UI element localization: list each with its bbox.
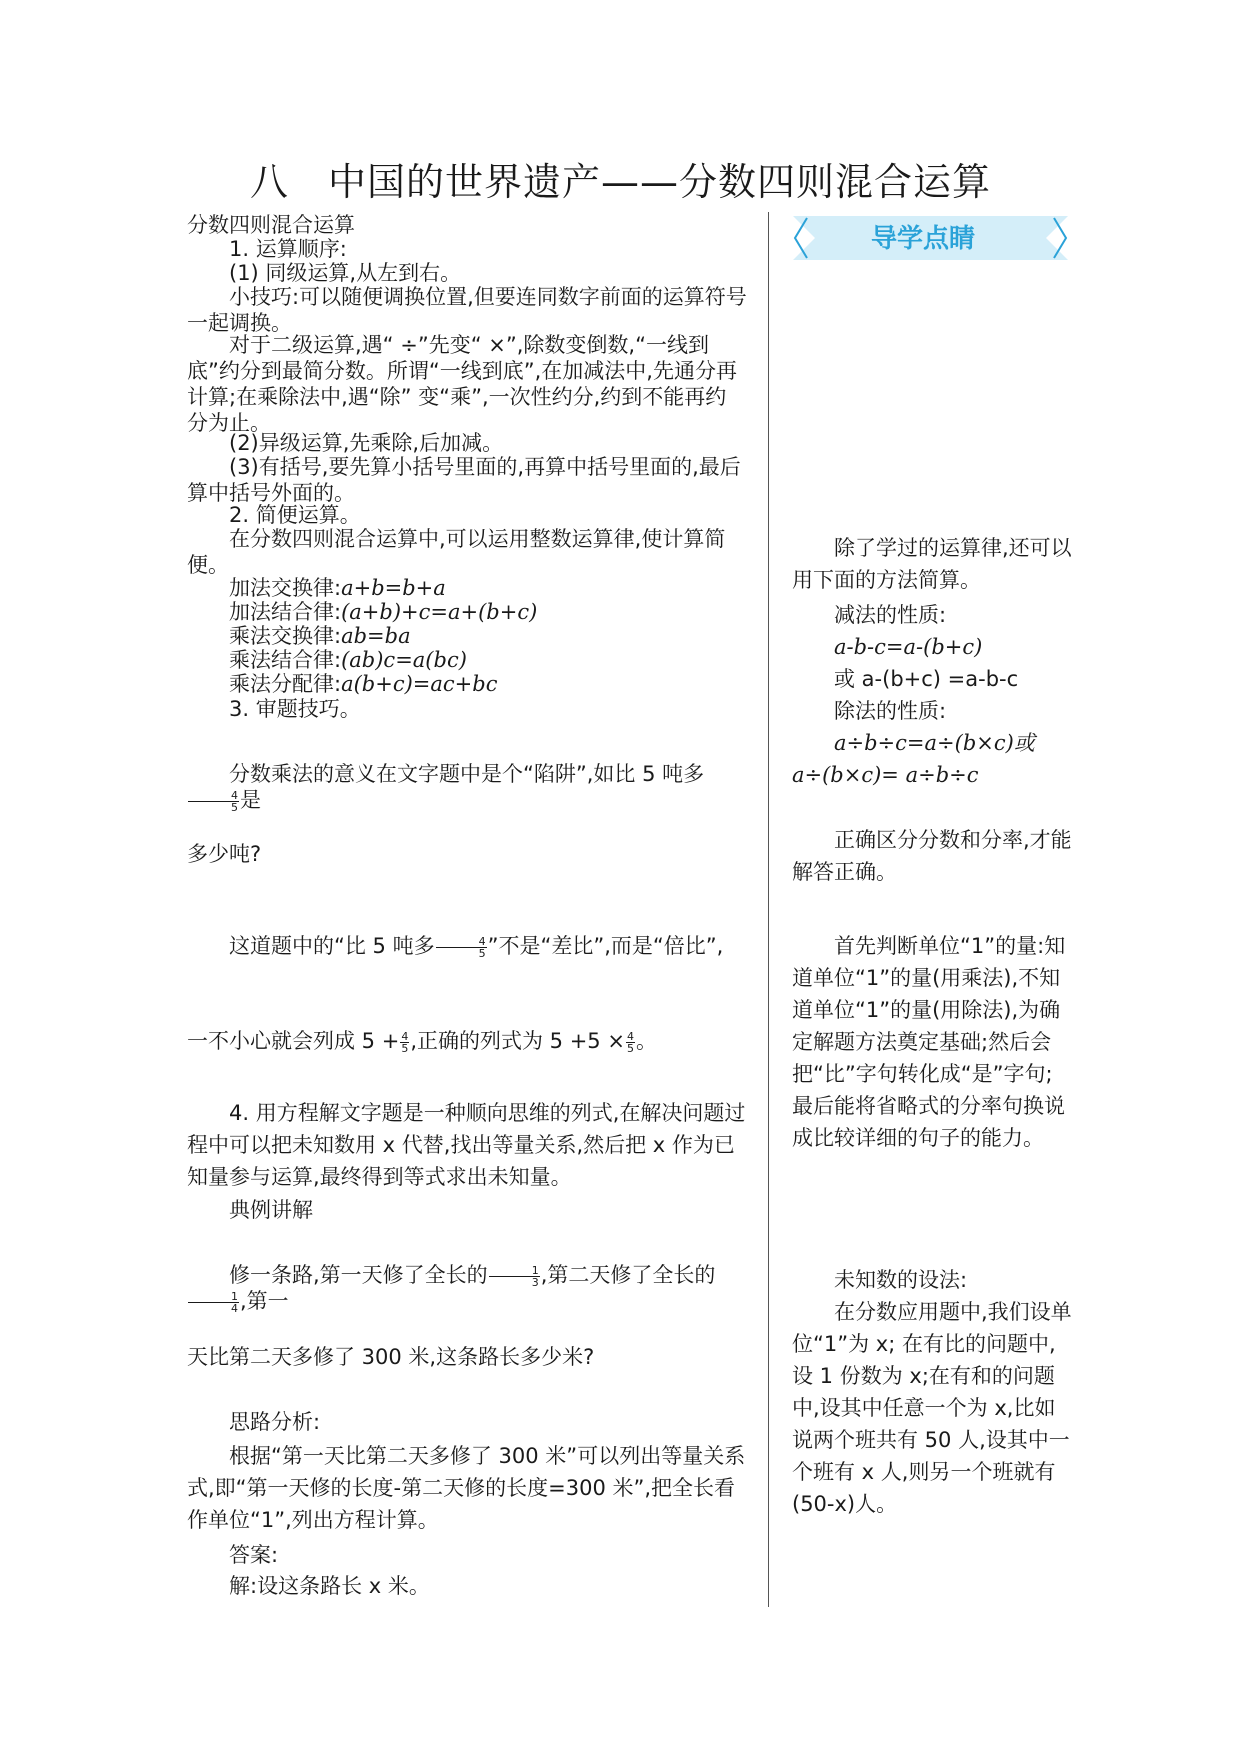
law-distributive: 乘法分配律:a(b+c)=ac+bc <box>229 672 498 696</box>
example-problem-end: 天比第二天多修了 300 米,这条路长多少米? <box>187 1345 595 1369</box>
trap-text-end: 多少吨? <box>187 842 262 866</box>
law-add-commutative: 加法交换律:a+b=b+a <box>229 576 446 600</box>
section-heading: 分数四则混合运算 <box>187 213 355 237</box>
fraction-four-fifths: $\frac{4}{5}$ <box>626 1029 634 1055</box>
answer-title: 答案: <box>229 1543 279 1567</box>
wrong-formula-text: 一不小心就会列成 5 + $\frac{4}{5}$ ,正确的列式为 5 +5 × $\frac{4}{5}$ 。 <box>187 1029 657 1055</box>
mixed-level-rule: (2)异级运算,先乘除,后加减。 <box>229 431 504 455</box>
order-title: 1. 运算顺序: <box>229 237 347 261</box>
equation-text: 4. 用方程解文字题是一种顺向思维的列式,在解决问题过程中可以把未知数用 x 代替,找出等量关系,然后把 x 作为已知量参与运算,最终得到等式求出未知量。 <box>187 1101 746 1189</box>
unit-note: 首先判断单位“1”的量:知道单位“1”的量(用乘法),不知道单位“1”的量(用除法),为确定解题方法奠定基础;然后会把“比”字句转化成“是”字句;最后能将省略式的分率句换说成比较详细的句子的能力。 <box>792 934 1066 1150</box>
review-title: 3. 审题技巧。 <box>229 697 361 721</box>
analysis-title: 思路分析: <box>229 1410 321 1434</box>
fraction-four-fifths: $\frac{4}{5}$ <box>436 936 487 959</box>
trap-text: 分数乘法的意义在文字题中是个“陷阱”,如比 5 吨多 $\frac{4}{5}$ 是 <box>187 761 747 813</box>
unknown-text: 在分数应用题中,我们设单位“1”为 x; 在有比的问题中,设 1 份数为 x;在有和的问题中,设其中任意一个为 x,比如说两个班共有 50 人,设其中一个班有 x 人,则另一个班就有(50-x)人。 <box>792 1300 1072 1516</box>
analysis-text: 根据“第一天比第二天多修了 300 米”可以列出等量关系式,即“第一天修的长度-第二天修的长度=300 米”,把全长看作单位“1”,列出方程计算。 <box>187 1444 746 1532</box>
simplify-text: 在分数四则混合运算中,可以运用整数运算律,使计算简便。 <box>187 527 726 577</box>
guide-banner-label: 导学点睛 <box>870 224 975 254</box>
simplify-title: 2. 简便运算。 <box>229 503 361 527</box>
column-divider <box>768 212 769 1607</box>
example-title: 典例讲解 <box>229 1198 313 1222</box>
tip-text: 小技巧:可以随便调换位置,但要连同数字前面的运算符号一起调换。 <box>187 285 747 335</box>
fraction-four-fifths: $\frac{4}{5}$ <box>188 790 239 813</box>
unknown-title: 未知数的设法: <box>834 1268 968 1292</box>
example-problem: 修一条路,第一天修了全长的 $\frac{1}{3}$ ,第二天修了全长的 $\frac{1}{4}$ ,第一 <box>187 1262 747 1314</box>
law-mul-commutative: 乘法交换律:ab=ba <box>229 624 411 648</box>
page-title: 八 中国的世界遗产——分数四则混合运算 <box>249 160 991 204</box>
fraction-one-third: $\frac{1}{3}$ <box>489 1265 540 1288</box>
division-title: 除法的性质: <box>834 699 947 723</box>
answer-text: 解:设这条路长 x 米。 <box>229 1574 430 1598</box>
fraction-four-fifths: $\frac{4}{5}$ <box>401 1029 409 1055</box>
fraction-one-fourth: $\frac{1}{4}$ <box>188 1291 239 1314</box>
division-formula-1: a÷b÷c=a÷(b×c)或 <box>834 731 1035 755</box>
second-level-text: 对于二级运算,遇“ ÷”先变“ ×”,除数变倒数,“一线到底”约分到最简分数。所谓“一线到底”,在加减法中,先通分再计算;在乘除法中,遇“除” 变“乘”,一次性约分,约到不能再约分为止。 <box>187 333 737 435</box>
rate-note: 正确区分分数和分率,才能解答正确。 <box>792 828 1072 884</box>
law-add-associative: 加法结合律:(a+b)+c=a+(b+c) <box>229 600 538 624</box>
same-level-rule: (1) 同级运算,从左到右。 <box>229 261 462 285</box>
law-mul-associative: 乘法结合律:(ab)c=a(bc) <box>229 648 467 672</box>
subtraction-formula-2: 或 a-(b+c) =a-b-c <box>834 667 1019 691</box>
division-formula-2: a÷(b×c)= a÷b÷c <box>792 763 979 787</box>
subtraction-title: 减法的性质: <box>834 603 947 627</box>
sidebar-intro: 除了学过的运算律,还可以用下面的方法简算。 <box>792 536 1072 592</box>
bracket-rule: (3)有括号,要先算小括号里面的,再算中括号里面的,最后算中括号外面的。 <box>187 455 741 505</box>
subtraction-formula-1: a-b-c=a-(b+c) <box>834 635 983 659</box>
difference-text: 这道题中的“比 5 吨多 $\frac{4}{5}$ ”不是“差比”,而是“倍比”, <box>229 934 724 960</box>
